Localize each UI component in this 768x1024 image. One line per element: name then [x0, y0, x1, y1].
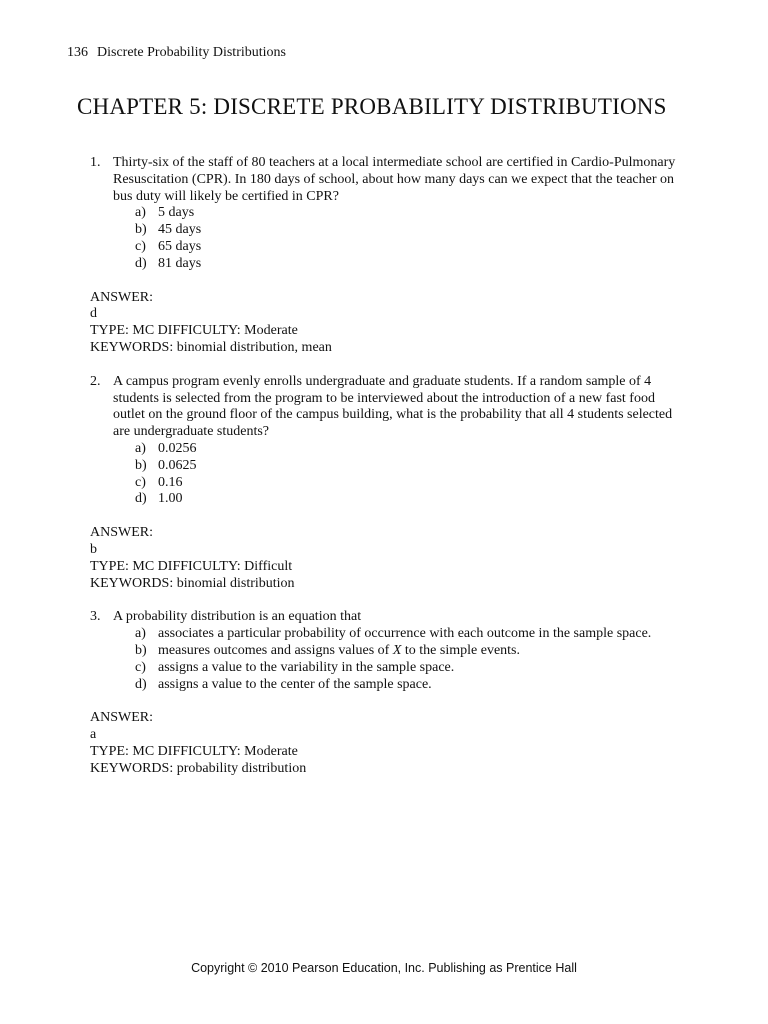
option-label: a): [135, 626, 146, 642]
option-text: associates a particular probability of occurrence with each outcome in the sample space.: [158, 626, 652, 642]
answer-heading: ANSWER:: [90, 289, 153, 305]
option-label: b): [135, 457, 147, 473]
option-text: 45 days: [158, 222, 202, 238]
question-1: [90, 155, 690, 273]
type-difficulty: TYPE: MC DIFFICULTY: Difficult: [90, 558, 293, 574]
question-number: 2.: [90, 373, 101, 389]
answer-heading: ANSWER:: [90, 710, 153, 726]
option-b: [135, 222, 690, 239]
answer-value: d: [90, 306, 97, 322]
question-number: 3.: [90, 609, 101, 625]
question-stem: A campus program evenly enrolls undergraduate and graduate students. If a random sample of 4 students is selected from the program to be interviewed about the introduction of a new fast food outlet on the ground floor of the campus building, what is the probability that all 4 students selected are undergraduate students?: [113, 373, 673, 440]
option-a: [135, 441, 690, 458]
option-text-before: measures outcomes and assigns values of: [158, 642, 393, 658]
option-label: c): [135, 659, 146, 675]
question-stem: Thirty-six of the staff of 80 teachers at a local intermediate school are certified in Cardio-Pulmonary Resuscitation (CPR). In 180 days of school, about how many days can we expect that the teacher on bus duty will likely be certified in CPR?: [113, 155, 676, 204]
page-header: [67, 45, 286, 61]
type-difficulty: TYPE: MC DIFFICULTY: Moderate: [90, 743, 298, 759]
keywords: KEYWORDS: binomial distribution, mean: [90, 339, 332, 355]
option-c: [135, 475, 690, 492]
option-d: [135, 256, 690, 273]
option-text: 0.16: [158, 474, 183, 490]
variable-x: X: [392, 642, 402, 658]
keywords: KEYWORDS: binomial distribution: [90, 575, 295, 591]
option-label: c): [135, 238, 146, 254]
chapter-title: CHAPTER 5: DISCRETE PROBABILITY DISTRIBUTIONS: [77, 94, 667, 119]
option-label: d): [135, 676, 147, 692]
answer-options: [113, 626, 690, 693]
option-label: a): [135, 205, 146, 221]
option-label: d): [135, 255, 147, 271]
option-text: 0.0625: [158, 457, 197, 473]
answer-value: b: [90, 541, 97, 557]
question-3: [90, 609, 690, 693]
option-text: 65 days: [158, 238, 202, 254]
option-text: assigns a value to the variability in the sample space.: [158, 659, 455, 675]
keywords: KEYWORDS: probability distribution: [90, 760, 307, 776]
copyright-footer: Copyright © 2010 Pearson Education, Inc. Publishing as Prentice Hall: [191, 961, 577, 975]
option-label: b): [135, 222, 147, 238]
option-d: [135, 491, 690, 508]
option-label: c): [135, 474, 146, 490]
answer-heading: ANSWER:: [90, 525, 153, 541]
answer-block-1: [90, 290, 690, 357]
option-text: 1.00: [158, 491, 183, 507]
answer-value: a: [90, 727, 97, 743]
option-c: [135, 239, 690, 256]
option-label: d): [135, 491, 147, 507]
option-c: [135, 660, 690, 677]
option-text: 81 days: [158, 255, 202, 271]
question-stem: A probability distribution is an equation that: [113, 609, 362, 625]
option-b: [135, 643, 690, 660]
running-title: Discrete Probability Distributions: [97, 45, 286, 60]
page-number: 136: [67, 45, 88, 60]
option-a: [135, 205, 690, 222]
question-list: [90, 155, 690, 795]
option-a: [135, 626, 690, 643]
question-number: 1.: [90, 155, 101, 170]
option-d: [135, 677, 690, 694]
answer-block-3: [90, 710, 690, 777]
answer-options: [113, 205, 690, 272]
option-text: 0.0256: [158, 440, 197, 456]
option-b: [135, 458, 690, 475]
answer-block-2: [90, 525, 690, 592]
option-label: b): [135, 642, 147, 658]
type-difficulty: TYPE: MC DIFFICULTY: Moderate: [90, 323, 298, 339]
option-label: a): [135, 440, 146, 456]
option-text-after: to the simple events.: [401, 642, 520, 658]
question-2: [90, 374, 690, 508]
answer-options: [113, 441, 690, 508]
option-text: assigns a value to the center of the sample space.: [158, 676, 432, 692]
option-text: 5 days: [158, 205, 195, 221]
